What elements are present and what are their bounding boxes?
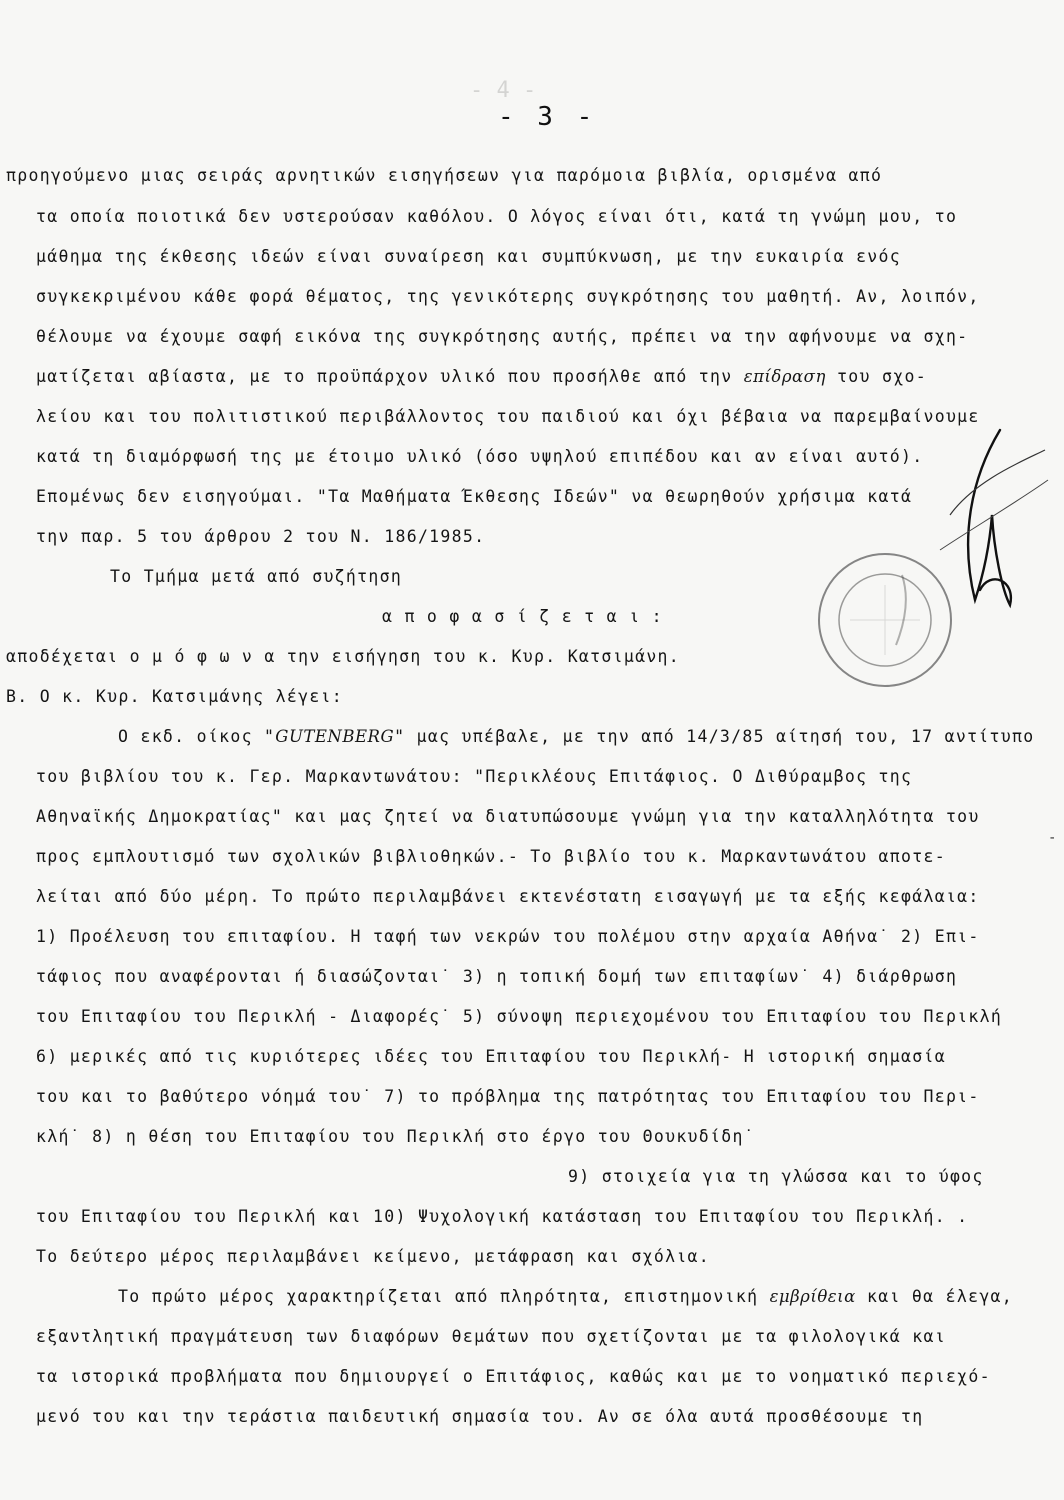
text-segment: ματίζεται αβίαστα, με το προϋπάρχον υλικό που προσήλθε από την: [36, 367, 733, 386]
text-line: του βιβλίου του κ. Γερ. Μαρκαντωνάτου: "Περικλέους Επιτάφιος. Ο Διθύραμβος της: [36, 767, 913, 786]
decision-verb: α π ο φ α σ ί ζ ε τ α ι :: [382, 607, 663, 626]
text-line: τάφιος που αναφέρονται ή διασώζονται˙ 3) η τοπική δομή των επιταφίων˙ 4) διάρθρωση: [36, 967, 958, 986]
text-line: του Επιταφίου του Περικλή και 10) Ψυχολογική κατάσταση του Επιταφίου του Περικλή. .: [36, 1207, 969, 1226]
text-line: Αθηναϊκής Δημοκρατίας" και μας ζητεί να διατυπώσουμε γνώμη για την καταλληλότητα του: [36, 807, 980, 826]
text-line: προς εμπλουτισμό των σχολικών βιβλιοθηκών.- Το βιβλίο του κ. Μαρκαντωνάτου αποτε-: [36, 847, 946, 866]
text-segment: του σχο-: [837, 367, 927, 386]
text-line: εξαντλητική πραγμάτευση των διαφόρων θεμάτων που σχετίζονται με τα φιλολογικά και: [36, 1327, 946, 1346]
decision-intro: Το Τμήμα μετά από συζήτηση: [110, 567, 403, 586]
text-line: τα ιστορικά προβλήματα που δημιουργεί ο Επιτάφιος, καθώς και με το νοηματικό περιεχό-: [36, 1367, 991, 1386]
text-line: μενό του και την τεράστια παιδευτική σημασία του. Αν σε όλα αυτά προσθέσουμε τη: [36, 1407, 924, 1426]
bleed-through-header: - 4 -: [470, 78, 537, 103]
text-line: 1) Προέλευση του επιταφίου. Η ταφή των νεκρών του πολέμου στην αρχαία Αθήνα˙ 2) Επι-: [36, 927, 980, 946]
handwritten-correction: επίδραση: [743, 367, 826, 386]
text-line: συγκεκριμένου κάθε φορά θέματος, της γενικότερης συγκρότησης του μαθητή. Αν, λοιπόν,: [36, 287, 980, 306]
text-line: Το δεύτερο μέρος περιλαμβάνει κείμενο, μετάφραση και σχόλια.: [36, 1247, 711, 1266]
text-line: προηγούμενο μιας σειράς αρνητικών εισηγήσεων για παρόμοια βιβλία, ορισμένα από: [6, 166, 883, 185]
text-line: του Επιταφίου του Περικλή - Διαφορές˙ 5) σύνοψη περιεχομένου του Επιταφίου του Περικλή: [36, 1007, 1003, 1026]
text-segment: και θα έλεγα,: [866, 1287, 1014, 1306]
handwritten-signature-icon: [930, 420, 1050, 620]
text-segment: " μας υπέβαλε, με την από 14/3/85 αίτησή του, 17 αντίτυπο: [394, 727, 1035, 746]
text-line: κλή˙ 8) η θέση του Επιταφίου του Περικλή στο έργο του Θουκυδίδη˙: [36, 1127, 755, 1146]
decision-outcome: αποδέχεται ο μ ό φ ω ν α την εισήγηση του κ. Κυρ. Κατσιμάνη.: [6, 647, 681, 666]
text-line: λείται από δύο μέρη. Το πρώτο περιλαμβάνει εκτενέστατη εισαγωγή με τα εξής κεφάλαια:: [36, 887, 980, 906]
margin-mark: -: [1048, 830, 1057, 846]
text-line: [118, 727, 1034, 746]
text-line: [118, 1287, 1013, 1306]
text-line: την παρ. 5 του άρθρου 2 του Ν. 186/1985.: [36, 527, 486, 546]
text-line: [36, 367, 927, 386]
section-b-heading: Β. Ο κ. Κυρ. Κατσιμάνης λέγει:: [6, 687, 344, 706]
text-line: Επομένως δεν εισηγούμαι. "Τα Μαθήματα Έκθεσης Ιδεών" να θεωρηθούν χρήσιμα κατά: [36, 487, 913, 506]
text-line: κατά τη διαμόρφωσή της με έτοιμο υλικό (όσο υψηλού επιπέδου και αν είναι αυτό).: [36, 447, 924, 466]
handwritten-publisher-name: GUTENBERG: [275, 727, 395, 746]
text-segment: Το πρώτο μέρος χαρακτηρίζεται από πληρότητα, επιστημονική: [118, 1287, 759, 1306]
text-line: μάθημα της έκθεσης ιδεών είναι συναίρεση και συμπύκνωση, με την ευκαιρία ενός: [36, 247, 902, 266]
text-line: θέλουμε να έχουμε σαφή εικόνα της συγκρότησης αυτής, πρέπει να την αφήνουμε να σχη-: [36, 327, 969, 346]
text-line: 6) μερικές από τις κυριότερες ιδέες του Επιταφίου του Περικλή- Η ιστορική σημασία: [36, 1047, 946, 1066]
text-line: 9) στοιχεία για τη γλώσσα και το ύφος: [568, 1167, 984, 1186]
handwritten-correction: εμβρίθεια: [769, 1287, 856, 1306]
text-segment: Ο εκδ. οίκος ": [118, 727, 276, 746]
text-line: λείου και του πολιτιστικού περιβάλλοντος του παιδιού και όχι βέβαια να παρεμβαίνουμε: [36, 407, 980, 426]
text-line: τα οποία ποιοτικά δεν υστερούσαν καθόλου. Ο λόγος είναι ότι, κατά τη γνώμη μου, το: [36, 207, 958, 226]
text-line: του και το βαθύτερο νόημά του˙ 7) το πρόβλημα της πατρότητας του Επιταφίου του Περι-: [36, 1087, 980, 1106]
page-number: - 3 -: [498, 102, 597, 132]
